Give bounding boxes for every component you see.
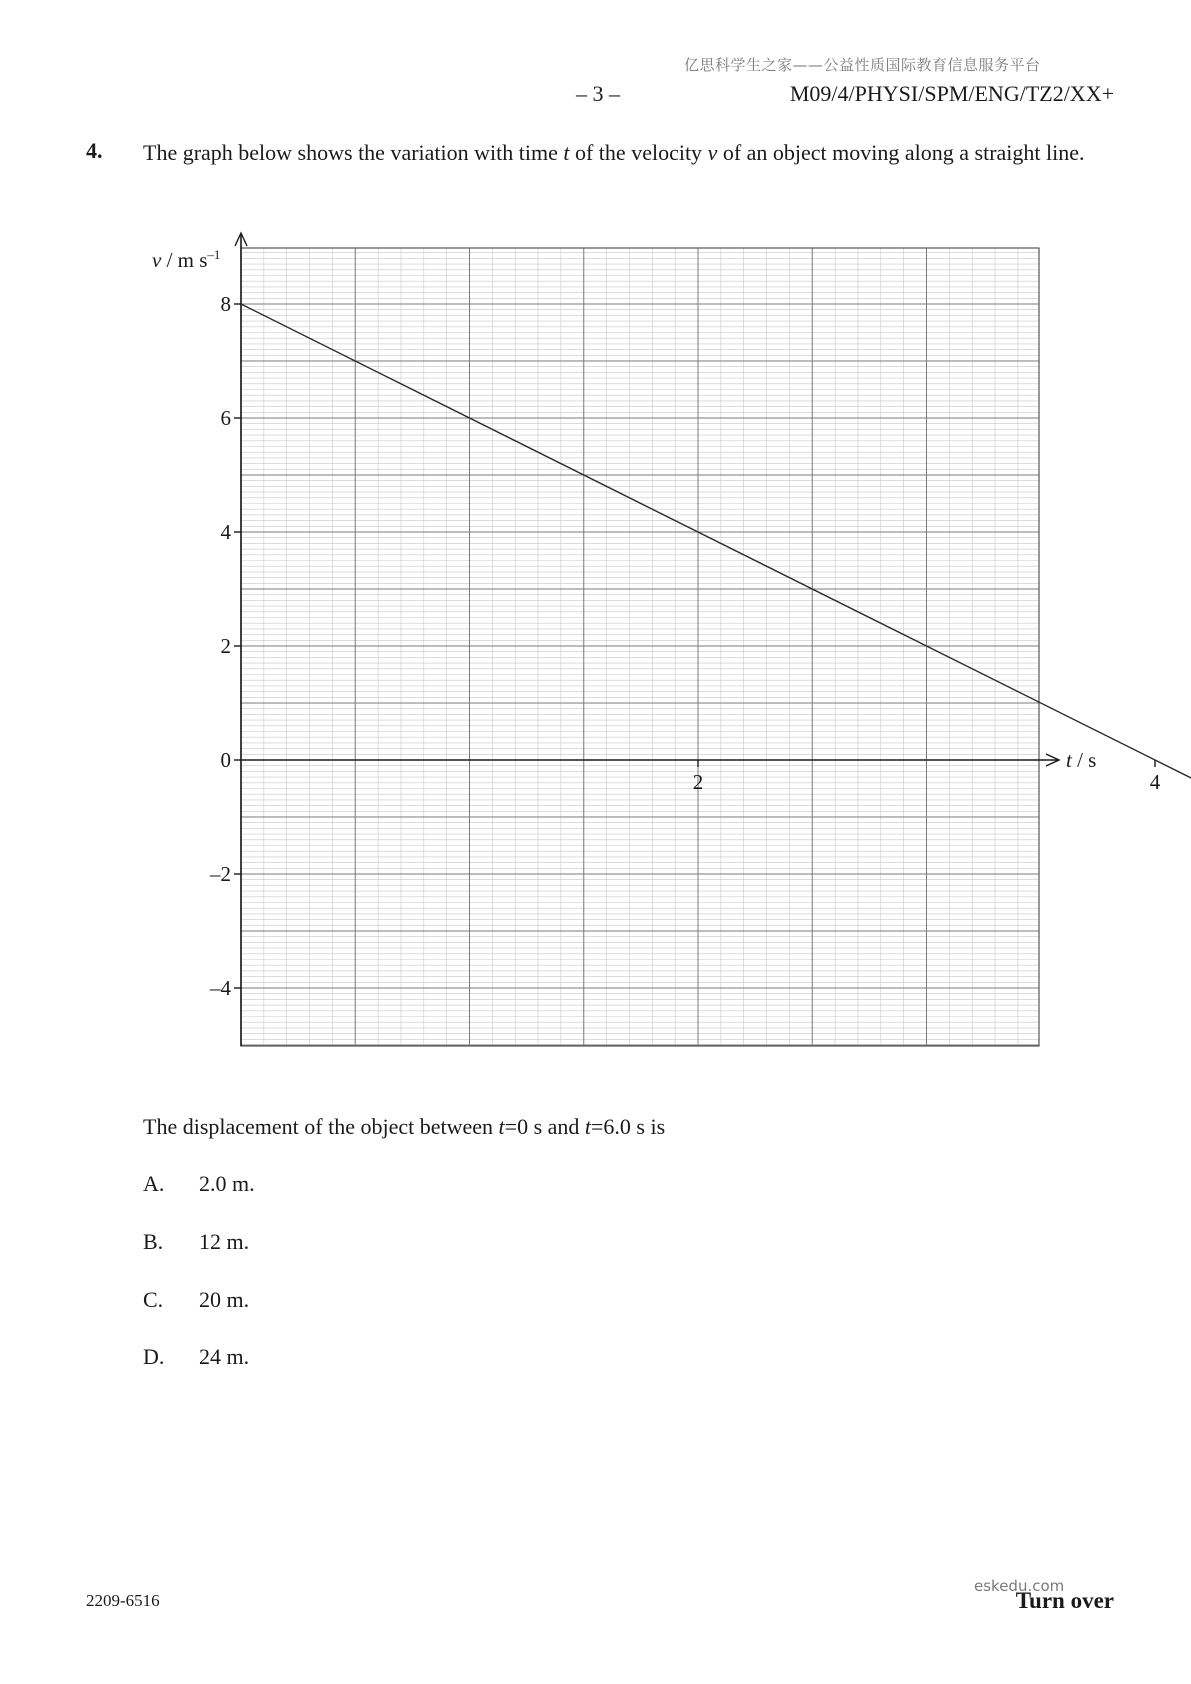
option-c-letter: C. [143, 1287, 164, 1312]
axes [235, 233, 1059, 1046]
y-tick-label: –2 [210, 862, 231, 886]
option-d-letter: D. [143, 1344, 165, 1369]
page-number: – 3 – [576, 81, 620, 106]
plot-frame [241, 248, 1039, 1046]
paper-code: M09/4/PHYSI/SPM/ENG/TZ2/XX+ [789, 81, 1114, 106]
option-c-value: 20 m. [199, 1287, 250, 1312]
y-tick-label: 2 [220, 634, 231, 658]
option-a-value: 2.0 m. [199, 1171, 255, 1196]
option-a-letter: A. [143, 1171, 165, 1196]
question-text: The graph below shows the variation with time t of the velocity v of an object moving along a straight line. [143, 140, 1085, 165]
footer-watermark: eskedu.com [974, 1577, 1065, 1595]
y-tick-label: 8 [220, 292, 231, 316]
turn-over-label: Turn over [1015, 1588, 1114, 1613]
option-b-value: 12 m. [199, 1229, 250, 1254]
y-tick-label: 0 [220, 748, 231, 772]
question-prompt: The displacement of the object between t=0 s and t=6.0 s is [143, 1114, 666, 1139]
graph-paper-fine-grid [241, 248, 1039, 1046]
question-number: 4. [86, 138, 103, 163]
header-watermark: 亿思科学生之家——公益性质国际教育信息服务平台 [684, 56, 1041, 74]
y-axis-label: v / m $s^{-1}$ [152, 247, 221, 272]
y-tick-label: 6 [220, 406, 231, 430]
x-axis-label: t / s [1066, 748, 1097, 772]
option-d-value: 24 m. [199, 1344, 250, 1369]
x-tick-label: 4 [1149, 770, 1161, 794]
y-tick-label: –4 [210, 976, 231, 1000]
footer-code: 2209-6516 [86, 1591, 160, 1610]
y-tick-label: 4 [220, 520, 231, 544]
x-tick-label: 2 [692, 770, 704, 794]
option-b-letter: B. [143, 1229, 164, 1254]
graph-paper-major-grid [241, 248, 1039, 1046]
